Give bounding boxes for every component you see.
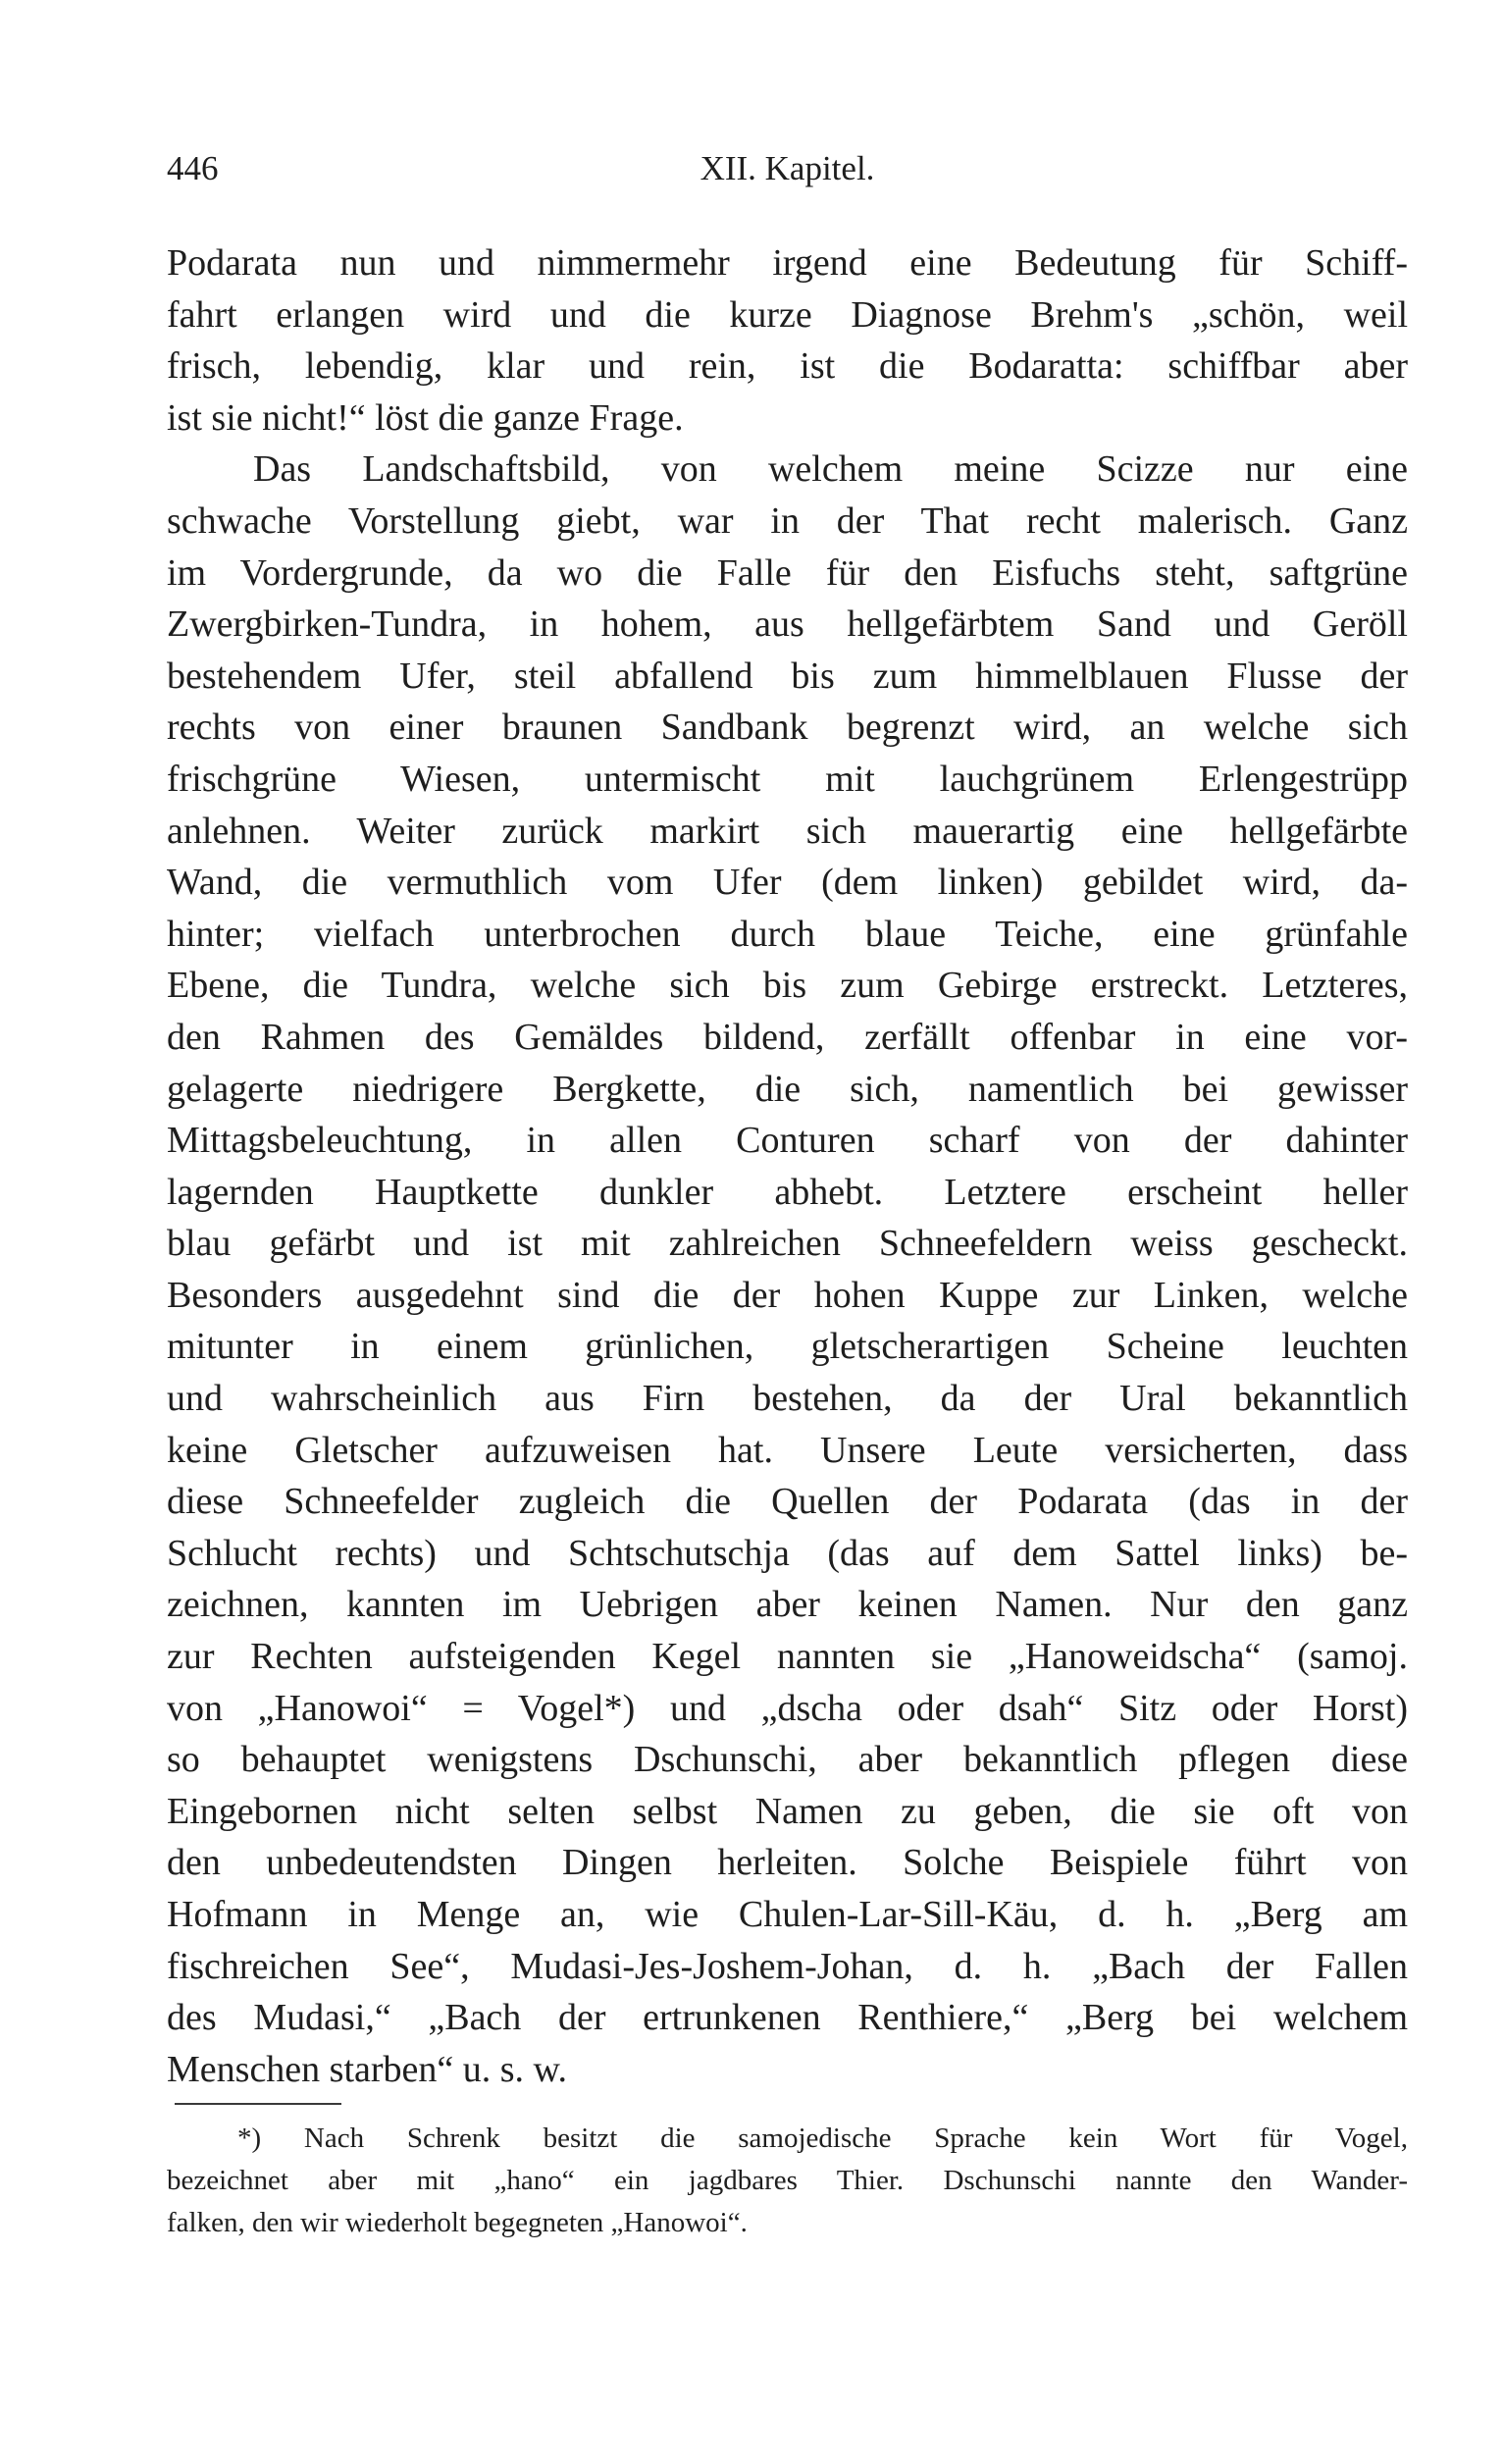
page-number: 446 [167, 149, 219, 187]
body-line: von „Hanowoi“ = Vogel*) und „dscha oder dsah“ Sitz oder Horst) [167, 1687, 1408, 1729]
body-line: im Vordergrunde, da wo die Falle für den Eisfuchs steht, saftgrüne [167, 551, 1408, 594]
body-text [167, 237, 1408, 2095]
body-line: ist sie nicht!“ löst die ganze Frage. [167, 396, 684, 439]
running-head: XII. Kapitel. [700, 149, 875, 187]
body-line: Zwergbirken-Tundra, in hohem, aus hellgefärbtem Sand und Geröll [167, 603, 1408, 646]
footnote [167, 2118, 1408, 2244]
body-line: zeichnen, kannten im Uebrigen aber keinen Namen. Nur den ganz [167, 1584, 1408, 1626]
body-line: Das Landschaftsbild, von welchem meine Scizze nur eine [253, 448, 1408, 491]
body-line: fischreichen See“, Mudasi-Jes-Joshem-Johan, d. h. „Bach der Fallen [167, 1945, 1408, 1987]
footnote-line: *) Nach Schrenk besitzt die samojedische Sprache kein Wort für Vogel, [237, 2123, 1408, 2154]
body-line: Wand, die vermuthlich vom Ufer (dem linken) gebildet wird, da- [167, 862, 1408, 904]
body-line: Menschen starben“ u. s. w. [167, 2048, 568, 2090]
body-line: Schlucht rechts) und Schtschutschja (das auf dem Sattel links) be- [167, 1532, 1408, 1574]
body-line: Eingebornen nicht selten selbst Namen zu geben, die sie oft von [167, 1790, 1408, 1832]
footnote-divider [175, 2103, 341, 2105]
body-line: fahrt erlangen wird und die kurze Diagnose Brehm's „schön, weil [167, 293, 1408, 336]
body-line: und wahrscheinlich aus Firn bestehen, da der Ural bekanntlich [167, 1378, 1408, 1420]
body-line: zur Rechten aufsteigenden Kegel nannten sie „Hanoweidscha“ (samoj. [167, 1636, 1408, 1678]
body-line: lagernden Hauptkette dunkler abhebt. Letztere erscheint heller [167, 1171, 1408, 1213]
body-line: hinter; vielfach unterbrochen durch blaue Teiche, eine grünfahle [167, 913, 1408, 955]
body-line: schwache Vorstellung giebt, war in der That recht malerisch. Ganz [167, 499, 1408, 542]
body-line: rechts von einer braunen Sandbank begrenzt wird, an welche sich [167, 707, 1408, 749]
body-line: frischgrüne Wiesen, untermischt mit lauchgrünem Erlengestrüpp [167, 758, 1408, 800]
body-line: frisch, lebendig, klar und rein, ist die Bodaratta: schiffbar aber [167, 345, 1408, 388]
body-line: den Rahmen des Gemäldes bildend, zerfällt offenbar in eine vor- [167, 1016, 1408, 1058]
body-line: Podarata nun und nimmermehr irgend eine Bedeutung für Schiff- [167, 242, 1408, 284]
body-line: bestehendem Ufer, steil abfallend bis zum himmelblauen Flusse der [167, 655, 1408, 697]
body-line: gelagerte niedrigere Bergkette, die sich, namentlich bei gewisser [167, 1068, 1408, 1110]
body-line: so behauptet wenigstens Dschunschi, aber bekanntlich pflegen diese [167, 1739, 1408, 1781]
footnote-line: falken, den wir wiederholt begegneten „Hanowoi“. [167, 2207, 748, 2238]
body-line: keine Gletscher aufzuweisen hat. Unsere Leute versicherten, dass [167, 1429, 1408, 1471]
body-line: Besonders ausgedehnt sind die der hohen Kuppe zur Linken, welche [167, 1274, 1408, 1316]
body-line: mitunter in einem grünlichen, gletscherartigen Scheine leuchten [167, 1326, 1408, 1368]
page-header [167, 149, 1408, 198]
body-line: Ebene, die Tundra, welche sich bis zum Gebirge erstreckt. Letzteres, [167, 965, 1408, 1007]
body-line: diese Schneefelder zugleich die Quellen der Podarata (das in der [167, 1481, 1408, 1523]
body-line: Hofmann in Menge an, wie Chulen-Lar-Sill-Käu, d. h. „Berg am [167, 1894, 1408, 1935]
body-line: anlehnen. Weiter zurück markirt sich mauerartig eine hellgefärbte [167, 810, 1408, 852]
body-line: Mittagsbeleuchtung, in allen Conturen scharf von der dahinter [167, 1120, 1408, 1162]
body-line: blau gefärbt und ist mit zahlreichen Schneefeldern weiss gescheckt. [167, 1223, 1408, 1265]
footnote-line: bezeichnet aber mit „hano“ ein jagdbares Thier. Dschunschi nannte den Wander- [167, 2165, 1408, 2196]
body-line: den unbedeutendsten Dingen herleiten. Solche Beispiele führt von [167, 1842, 1408, 1884]
body-line: des Mudasi,“ „Bach der ertrunkenen Renthiere,“ „Berg bei welchem [167, 1997, 1408, 2039]
